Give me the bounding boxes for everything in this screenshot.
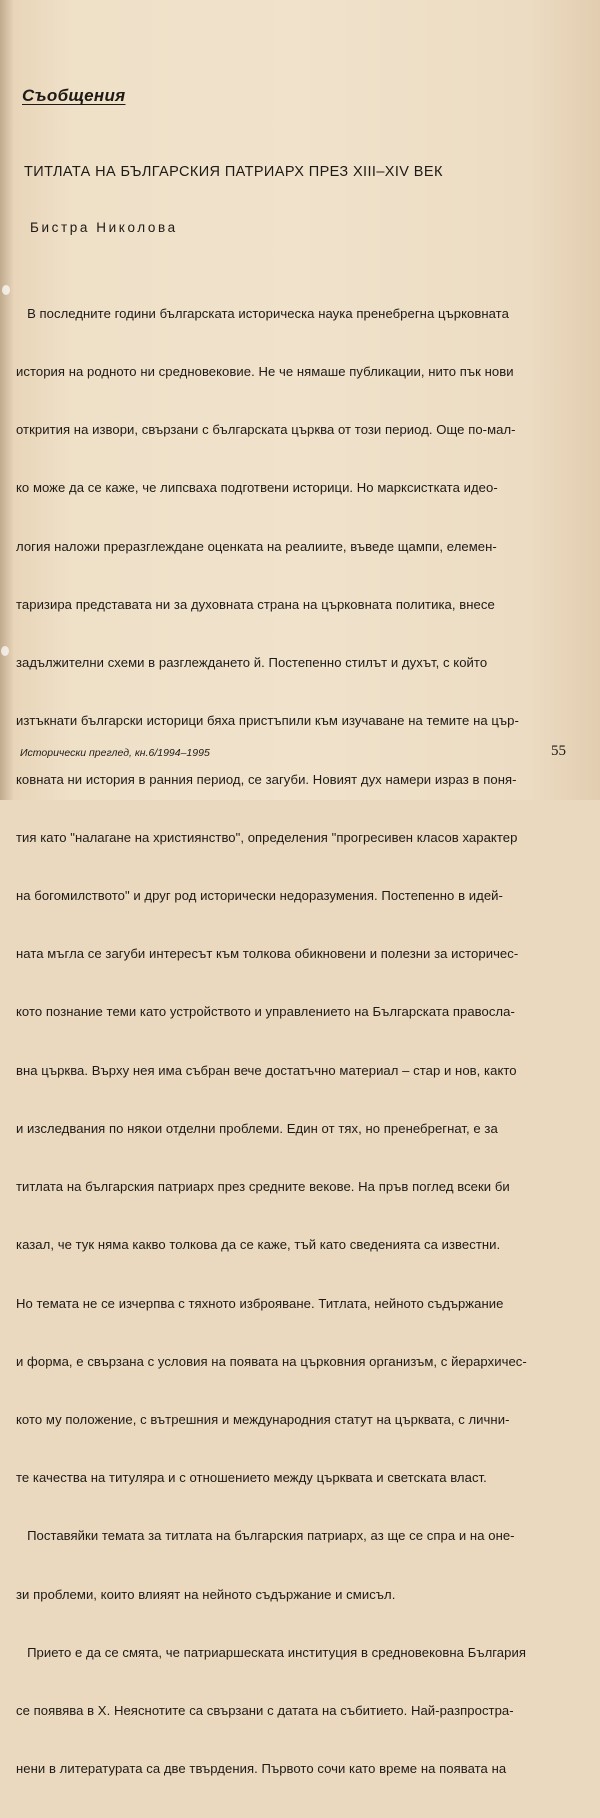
journal-citation: Исторически преглед, кн.6/1994–1995 <box>20 747 210 759</box>
body-line: кото му положение, с вътрешния и международния статут на църквата, с лични- <box>16 1411 510 1427</box>
body-line: и изследвания по някои отделни проблеми. Един от тях, но пренебрегнат, е за <box>16 1120 498 1136</box>
body-line: история на родното ни средновековие. Не че нямаше публикации, нито пък нови <box>16 364 514 380</box>
body-line: тия като "налагане на християнство", определения "прогресивен класов характер <box>16 829 518 845</box>
article-title: ТИТЛАТА НА БЪЛГАРСКИЯ ПАТРИАРХ ПРЕЗ XIII–XIV ВЕК <box>24 164 443 180</box>
body-line: открития на извори, свързани с българската църква от този период. Още по-мал- <box>16 422 516 438</box>
page-number: 55 <box>551 743 566 759</box>
body-line: В последните години българската историческа наука пренебрегна църковната <box>16 305 509 321</box>
binding-shadow <box>0 0 14 800</box>
body-line: Прието е да се смята, че патриаршеската институция в средновековна България <box>16 1644 526 1660</box>
paper-damage-mark <box>1 646 9 656</box>
section-heading: Съобщения <box>22 86 126 105</box>
paper-damage-mark <box>2 285 10 295</box>
body-line: логия наложи преразглеждане оценката на реалиите, въведе щампи, елемен- <box>16 538 497 554</box>
body-line: изтъкнати български историци бяха пристъпили към изучаване на темите на цър- <box>16 713 519 729</box>
body-line: казал, че тук няма какво толкова да се каже, тъй като сведенията са известни. <box>16 1237 501 1253</box>
body-line: те качества на титуляра и с отношението между църквата и светската власт. <box>16 1470 487 1486</box>
author-name: Бистра Николова <box>30 220 178 235</box>
body-line: ковната ни история в ранния период, се загуби. Новият дух намери израз в поня- <box>16 771 517 787</box>
article-body <box>16 265 578 1818</box>
body-line: кото познание теми като устройството и управлението на Българската правосла- <box>16 1004 515 1020</box>
body-line: титлата на българския патриарх през средните векове. На пръв поглед всеки би <box>16 1179 510 1195</box>
body-line: Поставяйки темата за титлата на българския патриарх, аз ще се спра и на оне- <box>16 1528 515 1544</box>
body-line: и форма, е свързана с условия на появата на църковния организъм, с йерархичес- <box>16 1353 527 1369</box>
body-line: задължителни схеми в разглеждането й. Постепенно стилът и духът, с който <box>16 655 488 671</box>
body-line: се появява в X. Неяснотите са свързани с датата на събитието. Най-разпростра- <box>16 1703 514 1719</box>
body-line: нени в литературата са две твърдения. Първото сочи като време на появата на <box>16 1761 507 1777</box>
body-line: вна църква. Върху нея има събран вече достатъчно материал – стар и нов, както <box>16 1062 517 1078</box>
body-line: ната мъгла се загуби интересът към толкова обикновени и полезни за историчес- <box>16 946 519 962</box>
body-line: таризира представата ни за духовната страна на църковната политика, внесе <box>16 596 495 612</box>
body-line: на богомилството" и друг род исторически недоразумения. Постепенно в идей- <box>16 888 503 903</box>
body-line: ко може да се каже, че липсваха подготвени историци. Но марксистката идео- <box>16 480 498 496</box>
body-line: Но темата не се изчерпва с тяхното изброяване. Титлата, нейното съдържание <box>16 1295 504 1311</box>
body-line: зи проблеми, които влияят на нейното съдържание и смисъл. <box>16 1586 396 1602</box>
